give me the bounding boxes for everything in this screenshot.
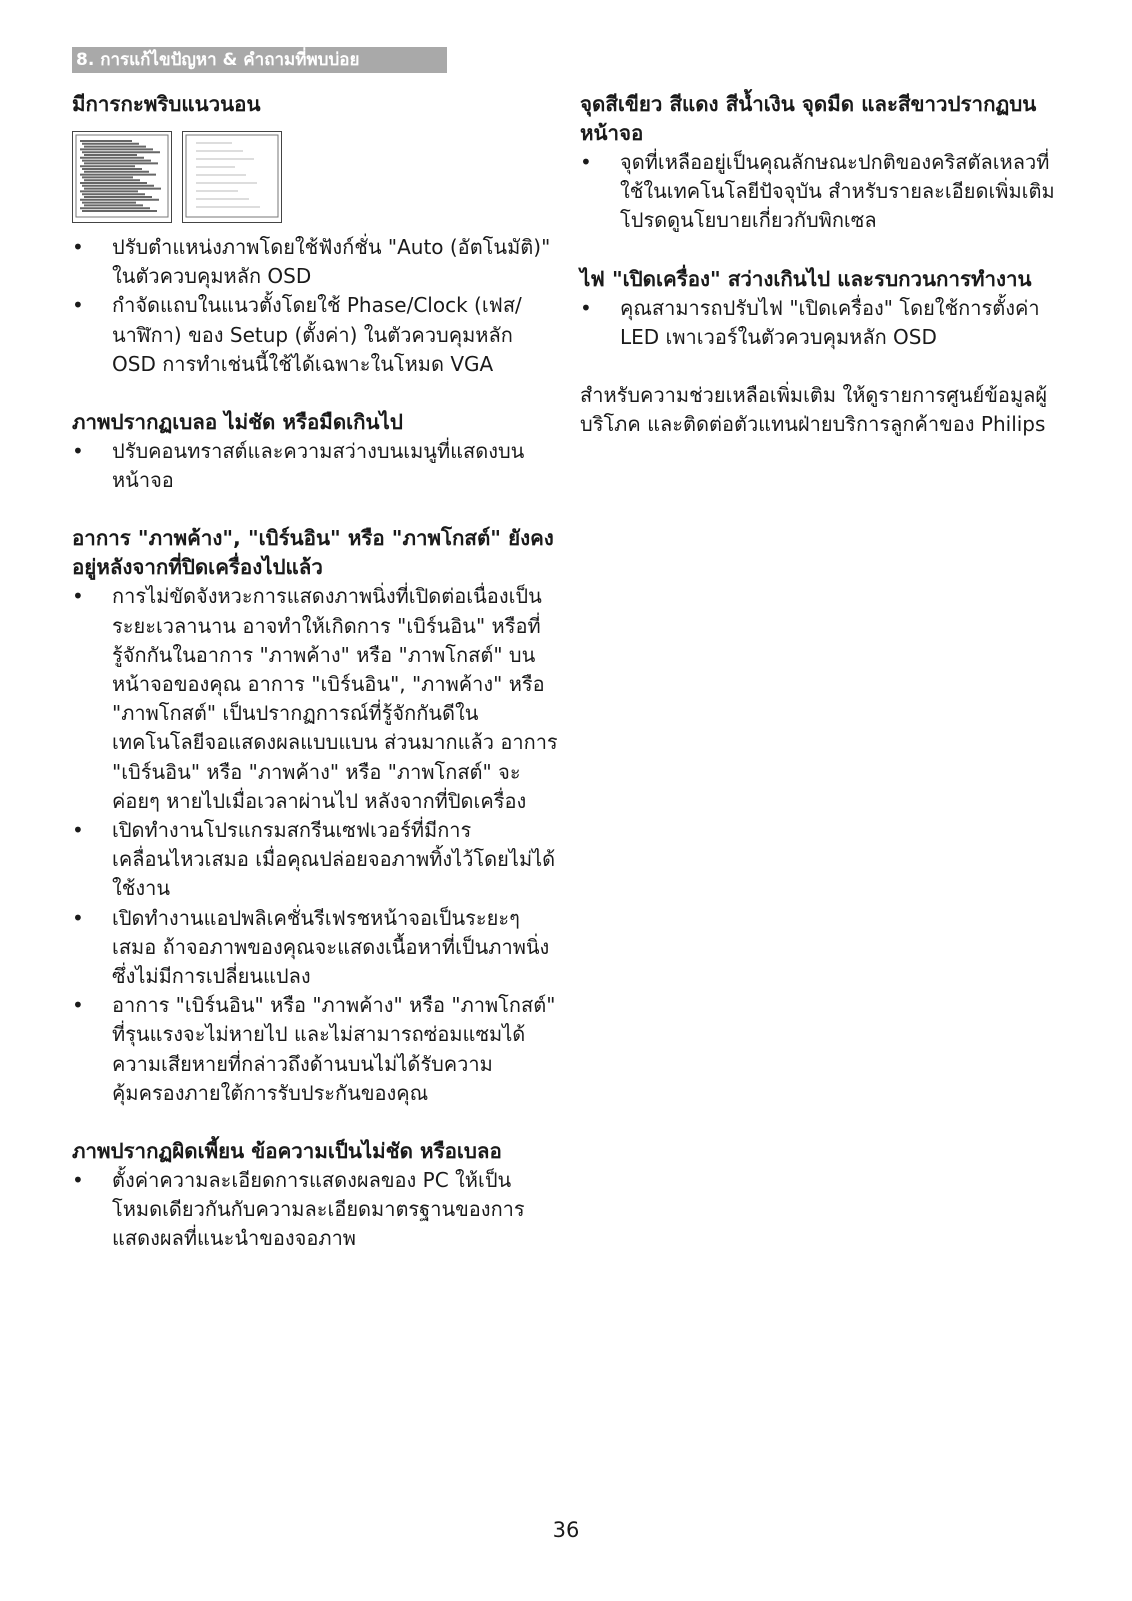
bullet-icon: • (72, 905, 84, 930)
bullet-list (72, 437, 558, 495)
closing-note: สำหรับความช่วยเหลือเพิ่มเติม ให้ดูรายการศูนย์ข้อมูลผู้บริโภค และติดต่อตัวแทนฝ่ายบริการลูกค้าของ Philips (580, 383, 1048, 437)
flicker-illustration (72, 131, 558, 223)
bullet-list (72, 1166, 558, 1254)
bullet-icon: • (580, 150, 592, 174)
section-blurry-image (72, 408, 558, 495)
section-image-sticking (72, 524, 558, 1108)
page-number: 36 (552, 1518, 580, 1542)
list-item: • เปิดทำงานแอปพลิเคชั่นรีเฟรชหน้าจอเป็นระยะๆ เสมอ ถ้าจอภาพของคุณจะแสดงเนื้อหาที่เป็นภาพนิ่งซึ่งไม่มีการเปลี่ยนแปลง (72, 905, 550, 989)
list-item: • เปิดทำงานโปรแกรมสกรีนเซฟเวอร์ที่มีการเคลื่อนไหวเสมอ เมื่อคุณปล่อยจอภาพทิ้งไว้โดยไม่ได้ใช้งาน (72, 818, 556, 901)
list-item: • ปรับตำแหน่งภาพโดยใช้ฟังก์ชั่น "Auto (อัตโนมัติ)" ในตัวควบคุมหลัก OSD (72, 235, 551, 289)
list-item: • กำจัดแถบในแนวตั้งโดยใช้ Phase/Clock (เฟส/นาฬิกา) ของ Setup (ตั้งค่า) ในตัวควบคุมหลัก OSD การทำเช่นนี้ใช้ได้เฉพาะในโหมด VGA (72, 293, 522, 376)
bullet-list (580, 294, 1068, 352)
right-column (580, 90, 1068, 439)
bullet-icon: • (72, 293, 84, 318)
list-item: • จุดที่เหลืออยู่เป็นคุณลักษณะปกติของคริสตัลเหลวที่ใช้ในเทคโนโลยีปัจจุบัน สำหรับรายละเอียดเพิ่มเติม โปรดดูนโยบายเกี่ยวกับพิกเซล (580, 150, 1055, 233)
bullet-icon: • (72, 993, 84, 1018)
section-title: ภาพปรากฏเบลอ ไม่ชัด หรือมืดเกินไป (72, 410, 403, 435)
bullet-list (72, 233, 558, 379)
bullet-icon: • (72, 235, 84, 259)
left-column (72, 90, 558, 1254)
list-item: • ปรับคอนทราสต์และความสว่างบนเมนูที่แสดงบนหน้าจอ (72, 439, 525, 493)
section-title: ไฟ "เปิดเครื่อง" สว่างเกินไป และรบกวนการทำงาน (580, 266, 1032, 291)
bullet-list (580, 148, 1068, 236)
section-power-light (580, 265, 1068, 352)
chapter-header: 8. การแก้ไขปัญหา & คำถามที่พบบ่อย (72, 47, 447, 73)
list-item: • อาการ "เบิร์นอิน" หรือ "ภาพค้าง" หรือ "ภาพโกสต์" ที่รุนแรงจะไม่หายไป และไม่สามารถซ่อมแซมได้ ความเสียหายที่กล่าวถึงด้านบนไม่ได้รับความคุ้มครองภายใต้การรับประกันของคุณ (72, 993, 556, 1105)
section-horizontal-flicker (72, 90, 558, 379)
section-title: ภาพปรากฏผิดเพี้ยน ข้อความเป็นไม่ชัด หรือเบลอ (72, 1139, 502, 1164)
section-title: มีการกะพริบแนวนอน (72, 92, 261, 116)
monitor-screens-image (72, 131, 312, 223)
section-pixel-dots (580, 90, 1068, 236)
list-item: • การไม่ขัดจังหวะการแสดงภาพนิ่งที่เปิดต่อเนื่องเป็นระยะเวลานาน อาจทำให้เกิดการ "เบิร์นอิน" หรือที่รู้จักกันในอาการ "ภาพค้าง" หรือ "ภาพโกสต์" บนหน้าจอของคุณ อาการ "เบิร์นอิน", "ภาพค้าง" หรือ "ภาพโกสต์" เป็นปรากฏการณ์ที่รู้จักกันดีในเทคโนโลยีจอแสดงผลแบบแบน ส่วนมากแล้ว อาการ "เบิร์นอิน" หรือ "ภาพค้าง" หรือ "ภาพโกสต์" จะค่อยๆ หายไปเมื่อเวลาผ่านไป หลังจากที่ปิดเครื่อง (72, 584, 558, 813)
bullet-icon: • (72, 584, 84, 609)
list-item: • ตั้งค่าความละเอียดการแสดงผลของ PC ให้เป็นโหมดเดียวกันกับความละเอียดมาตรฐานของการแสดงผลที่แนะนำของจอภาพ (72, 1168, 525, 1251)
bullet-icon: • (72, 439, 84, 464)
bullet-icon: • (72, 818, 84, 843)
section-distorted-image (72, 1137, 558, 1254)
section-closing-note (580, 381, 1068, 439)
list-item: • คุณสามารถปรับไฟ "เปิดเครื่อง" โดยใช้การตั้งค่า LED เพาเวอร์ในตัวควบคุมหลัก OSD (580, 295, 1040, 349)
bullet-icon: • (580, 295, 592, 320)
section-title: จุดสีเขียว สีแดง สีน้ำเงิน จุดมืด และสีขาวปรากฏบนหน้าจอ (580, 92, 1037, 145)
section-title: อาการ "ภาพค้าง", "เบิร์นอิน" หรือ "ภาพโกสต์" ยังคงอยู่หลังจากที่ปิดเครื่องไปแล้ว (72, 526, 554, 580)
bullet-list (72, 582, 558, 1108)
bullet-icon: • (72, 1168, 84, 1193)
